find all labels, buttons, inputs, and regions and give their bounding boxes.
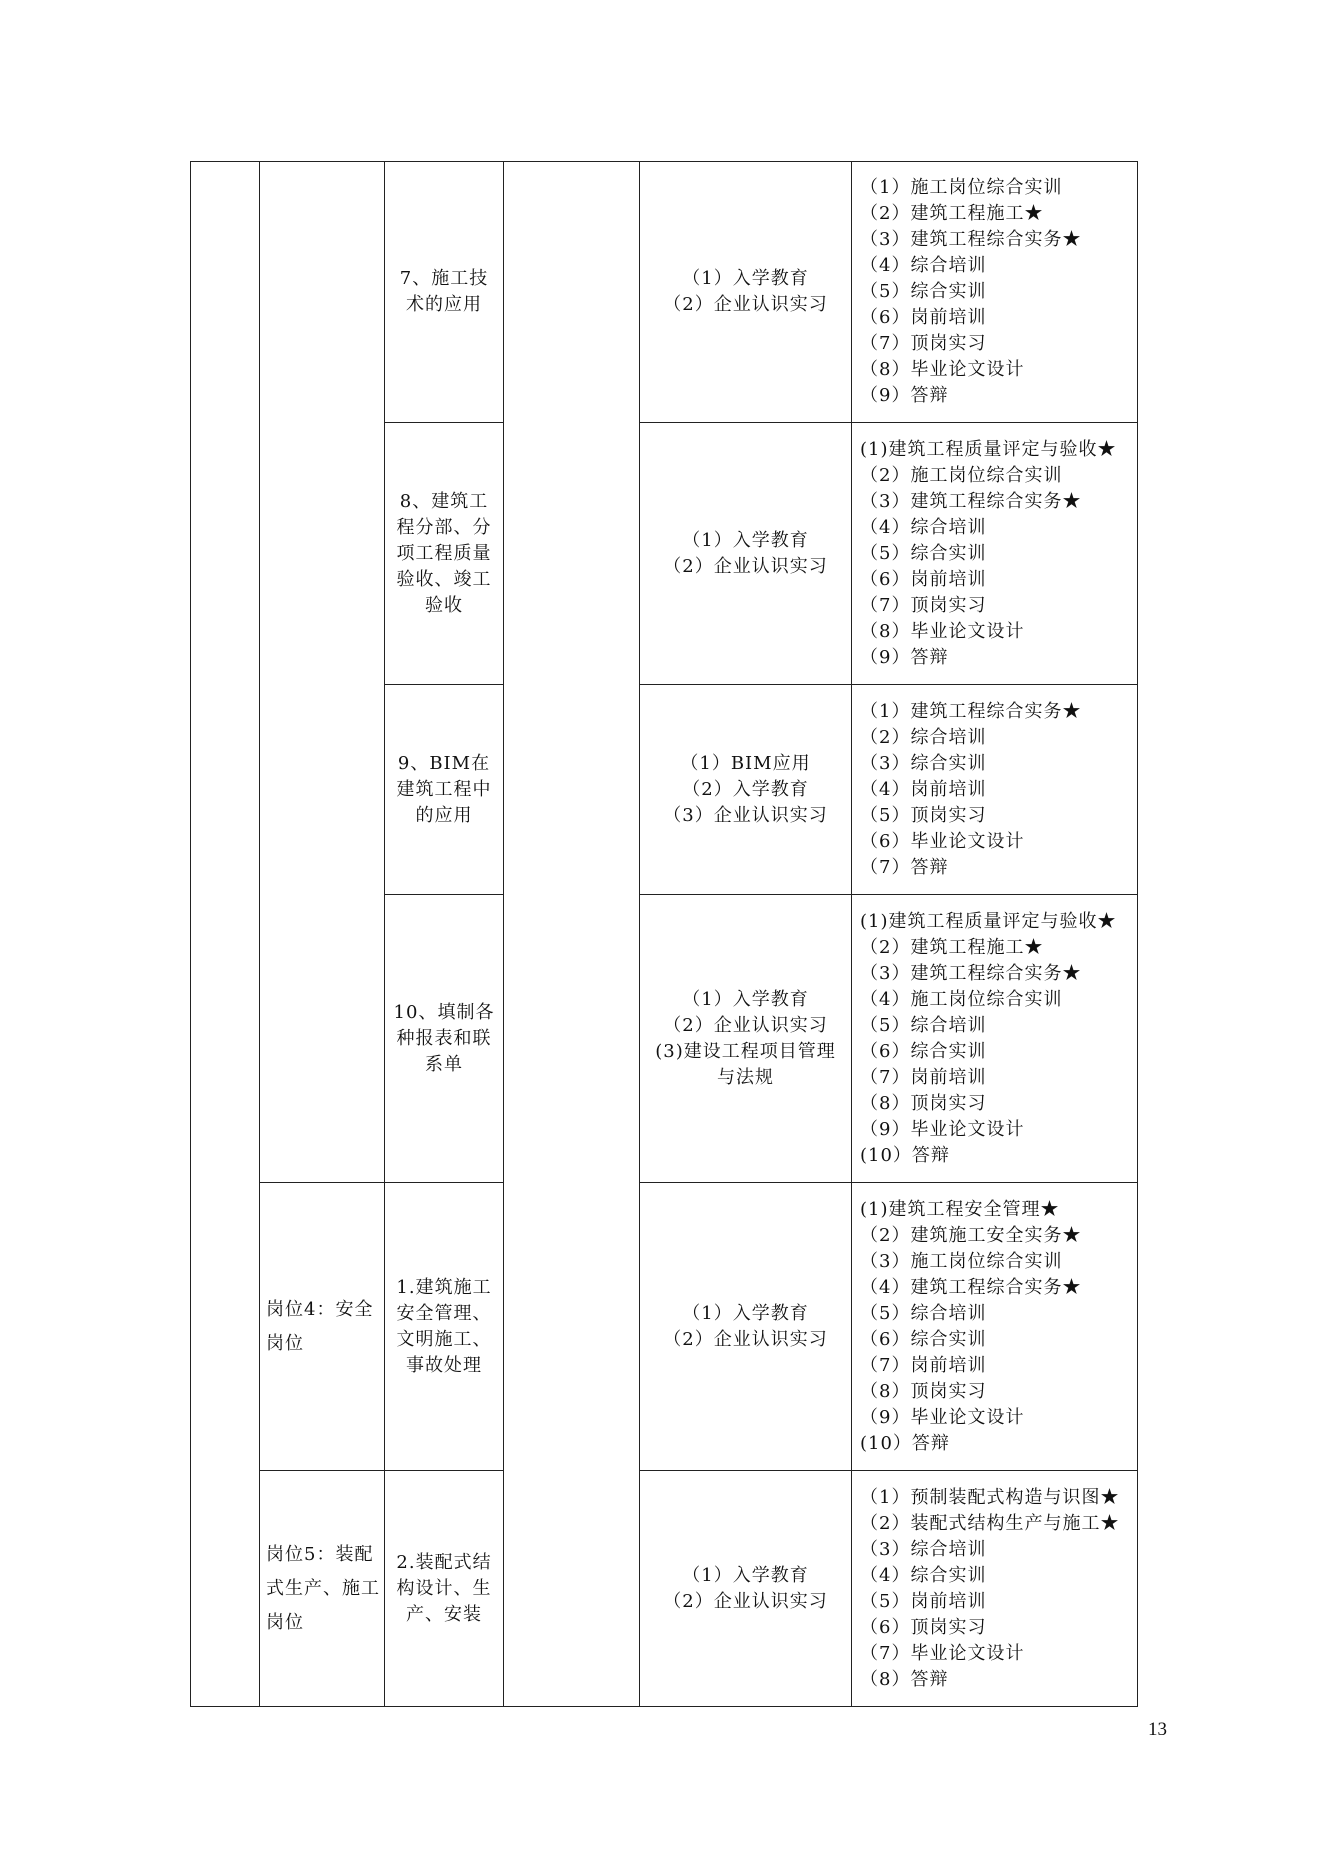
practice-course-line: （5）综合实训: [860, 542, 987, 564]
practice-course-line: （6）岗前培训: [860, 568, 987, 590]
basic-course-line: （2）企业认识实习: [663, 1328, 828, 1350]
task-cell: [385, 162, 504, 423]
practice-course-line: （8）顶岗实习: [860, 1092, 987, 1114]
practice-course-line: （2）综合培训: [860, 726, 987, 748]
basic-course-line: （1）入学教育: [682, 529, 809, 551]
basic-course-line: 与法规: [717, 1066, 774, 1088]
practice-course-line: （9）毕业论文设计: [860, 1118, 1025, 1140]
practice-course-cell: [852, 162, 1138, 423]
task-cell: [385, 1183, 504, 1471]
task-text: 9、BIM在建筑工程中的应用: [396, 752, 492, 826]
task-cell: [385, 895, 504, 1183]
practice-course-line: （2）装配式结构生产与施工★: [860, 1512, 1120, 1534]
course-mapping-table: [190, 161, 1138, 1707]
practice-course-line: （3）综合实训: [860, 752, 987, 774]
practice-course-line: （9）答辩: [860, 385, 949, 406]
practice-course-cell: [852, 1183, 1138, 1471]
practice-course-line: （7）岗前培训: [860, 1354, 987, 1376]
practice-course-line: （3）综合培训: [860, 1538, 987, 1560]
task-text: 2.装配式结构设计、生产、安装: [396, 1551, 492, 1625]
table-row: [191, 1183, 1138, 1471]
basic-course-line: （1）入学教育: [682, 1564, 809, 1586]
practice-course-line: （4）岗前培训: [860, 778, 987, 800]
task-text: 7、施工技术的应用: [399, 268, 489, 315]
practice-course-line: （9）毕业论文设计: [860, 1406, 1025, 1428]
basic-course-line: （1）入学教育: [682, 988, 809, 1010]
task-cell: [385, 1471, 504, 1707]
basic-course-line: （3）企业认识实习: [663, 804, 828, 826]
practice-course-line: （4）建筑工程综合实务★: [860, 1276, 1082, 1298]
task-cell: [385, 423, 504, 685]
task-text: 1.建筑施工安全管理、文明施工、事故处理: [396, 1276, 492, 1376]
practice-course-line: （6）顶岗实习: [860, 1616, 987, 1638]
practice-course-line: （7）答辩: [860, 856, 949, 878]
job-text: 岗位4：安全岗位: [266, 1298, 374, 1354]
table-row: [191, 162, 1138, 423]
basic-course-line: (3)建设工程项目管理: [655, 1040, 836, 1062]
practice-course-line: （4）综合培训: [860, 516, 987, 538]
practice-course-line: （1）预制装配式构造与识图★: [860, 1486, 1120, 1508]
practice-course-line: （5）综合培训: [860, 1302, 987, 1324]
basic-course-cell: [640, 162, 852, 423]
basic-course-cell: [640, 1471, 852, 1707]
basic-course-line: （1）BIM应用: [680, 752, 811, 774]
practice-course-line: （7）顶岗实习: [860, 333, 987, 354]
category-cell: [191, 162, 260, 1707]
practice-course-line: （3）建筑工程综合实务★: [860, 229, 1082, 250]
practice-course-line: （8）毕业论文设计: [860, 620, 1025, 642]
basic-course-line: （1）入学教育: [682, 1302, 809, 1324]
practice-course-line: （2）建筑施工安全实务★: [860, 1224, 1082, 1246]
practice-course-line: （6）综合实训: [860, 1040, 987, 1062]
practice-course-line: (1)建筑工程质量评定与验收★: [860, 910, 1117, 932]
basic-course-line: （1）入学教育: [682, 268, 809, 289]
task-text: 8、建筑工程分部、分项工程质量验收、竣工验收: [396, 490, 492, 616]
practice-course-cell: [852, 685, 1138, 895]
practice-course-line: （4）施工岗位综合实训: [860, 988, 1063, 1010]
practice-course-line: （8）毕业论文设计: [860, 359, 1025, 380]
practice-course-line: (1)建筑工程安全管理★: [860, 1198, 1060, 1220]
basic-course-line: （2）企业认识实习: [663, 1014, 828, 1036]
practice-course-line: （4）综合培训: [860, 255, 987, 276]
basic-course-cell: [640, 895, 852, 1183]
practice-course-line: （5）综合实训: [860, 281, 987, 302]
practice-course-line: （3）建筑工程综合实务★: [860, 962, 1082, 984]
job-cell: [260, 162, 385, 1183]
practice-course-line: （6）毕业论文设计: [860, 830, 1025, 852]
job-cell: [260, 1183, 385, 1471]
professional-skill-cell: [504, 162, 640, 1707]
practice-course-line: （9）答辩: [860, 646, 949, 668]
practice-course-line: （7）岗前培训: [860, 1066, 987, 1088]
practice-course-cell: [852, 895, 1138, 1183]
table-row: [191, 1471, 1138, 1707]
basic-course-line: （2）企业认识实习: [663, 294, 828, 315]
basic-course-cell: [640, 1183, 852, 1471]
practice-course-line: (10）答辩: [860, 1144, 950, 1166]
practice-course-cell: [852, 1471, 1138, 1707]
practice-course-cell: [852, 423, 1138, 685]
basic-course-line: （2）入学教育: [682, 778, 809, 800]
job-cell: [260, 1471, 385, 1707]
practice-course-line: （5）岗前培训: [860, 1590, 987, 1612]
practice-course-line: （2）建筑工程施工★: [860, 936, 1044, 958]
basic-course-cell: [640, 423, 852, 685]
basic-course-line: （2）企业认识实习: [663, 555, 828, 577]
practice-course-line: （5）顶岗实习: [860, 804, 987, 826]
practice-course-line: (10）答辩: [860, 1432, 950, 1454]
practice-course-line: （1）建筑工程综合实务★: [860, 700, 1082, 722]
practice-course-line: （6）岗前培训: [860, 307, 987, 328]
practice-course-line: （1）施工岗位综合实训: [860, 177, 1063, 198]
basic-course-cell: [640, 685, 852, 895]
practice-course-line: （6）综合实训: [860, 1328, 987, 1350]
practice-course-line: （2）建筑工程施工★: [860, 203, 1044, 224]
practice-course-line: （8）顶岗实习: [860, 1380, 987, 1402]
page-number: 13: [1148, 1719, 1167, 1740]
job-text: 岗位5：装配式生产、施工岗位: [266, 1543, 380, 1633]
practice-course-line: （3）施工岗位综合实训: [860, 1250, 1063, 1272]
practice-course-line: （8）答辩: [860, 1668, 949, 1690]
practice-course-line: （2）施工岗位综合实训: [860, 464, 1063, 486]
practice-course-line: （5）综合培训: [860, 1014, 987, 1036]
task-cell: [385, 685, 504, 895]
practice-course-line: （3）建筑工程综合实务★: [860, 490, 1082, 512]
practice-course-line: （7）毕业论文设计: [860, 1642, 1025, 1664]
basic-course-line: （2）企业认识实习: [663, 1590, 828, 1612]
task-text: 10、填制各种报表和联系单: [393, 1001, 495, 1075]
practice-course-line: (1)建筑工程质量评定与验收★: [860, 438, 1117, 460]
practice-course-line: （7）顶岗实习: [860, 594, 987, 616]
practice-course-line: （4）综合实训: [860, 1564, 987, 1586]
